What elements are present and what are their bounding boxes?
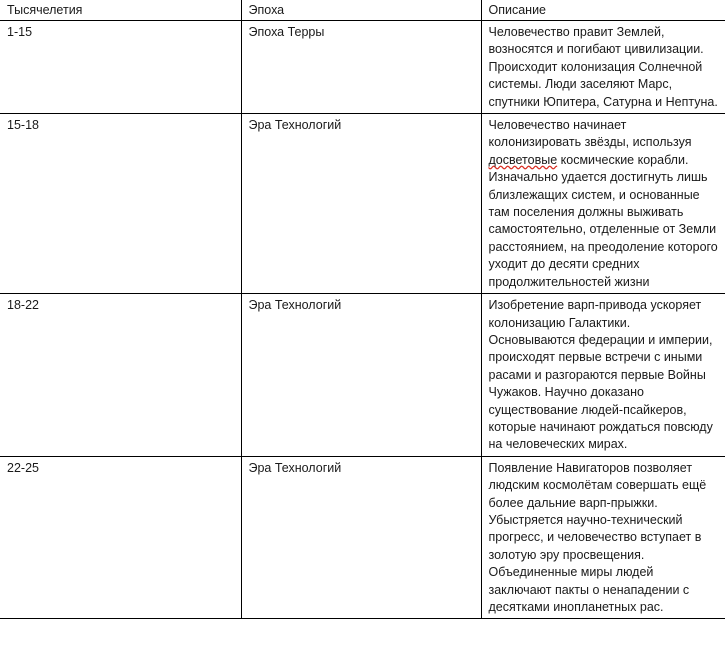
- description-text-after: космические корабли. Изначально удается достигнуть лишь близлежащих систем, и основанные там поселения должны выживать самостоятельно, отделенные от Земли расстоянием, на преодоление которого уходит до десяти средних продолжительностей жизни: [488, 152, 718, 289]
- cell-description: Человечество правит Землей, возносятся и погибают цивилизации. Происходит колонизация Солнечной системы. Люди заселяют Марс, спутники Юпитера, Сатурна и Нептуна.: [481, 21, 725, 114]
- cell-millennia: 15-18: [0, 114, 241, 294]
- table-row: [0, 114, 725, 294]
- cell-epoch: Эра Технологий: [241, 114, 481, 294]
- table-body: [0, 21, 725, 619]
- cell-description: Появление Навигаторов позволяет людским космолётам совершать ещё более дальние варп-прыжки. Убыстряется научно-технический прогресс, и человечество вступает в золотую эру просвещения. Объединенные миры людей заключают пакты о ненападении с десятками инопланетных рас.: [481, 456, 725, 619]
- cell-millennia: 22-25: [0, 456, 241, 619]
- column-header-epoch: Эпоха: [241, 0, 481, 21]
- column-header-description: Описание: [481, 0, 725, 21]
- cell-millennia: 18-22: [0, 294, 241, 457]
- cell-millennia: 1-15: [0, 21, 241, 114]
- spellcheck-misspelled-word: досветовые: [488, 152, 558, 167]
- cell-description: [481, 114, 725, 294]
- cell-epoch: Эра Технологий: [241, 294, 481, 457]
- table-row: [0, 294, 725, 457]
- cell-description: Изобретение варп-привода ускоряет колонизацию Галактики. Основываются федерации и империи, происходят первые встречи с иными расами и разгораются первые Войны Чужаков. Научно доказано существование людей-псайкеров, которые начинают рождаться повсюду на человеческих мирах.: [481, 294, 725, 457]
- column-header-millennia: Тысячелетия: [0, 0, 241, 21]
- description-text-before: Человечество начинает колонизировать звёзды, используя: [488, 118, 692, 150]
- table-row: [0, 21, 725, 114]
- table-header-row: [0, 0, 725, 21]
- table-row: [0, 456, 725, 619]
- table-header: [0, 0, 725, 21]
- cell-epoch: Эпоха Терры: [241, 21, 481, 114]
- cell-epoch: Эра Технологий: [241, 456, 481, 619]
